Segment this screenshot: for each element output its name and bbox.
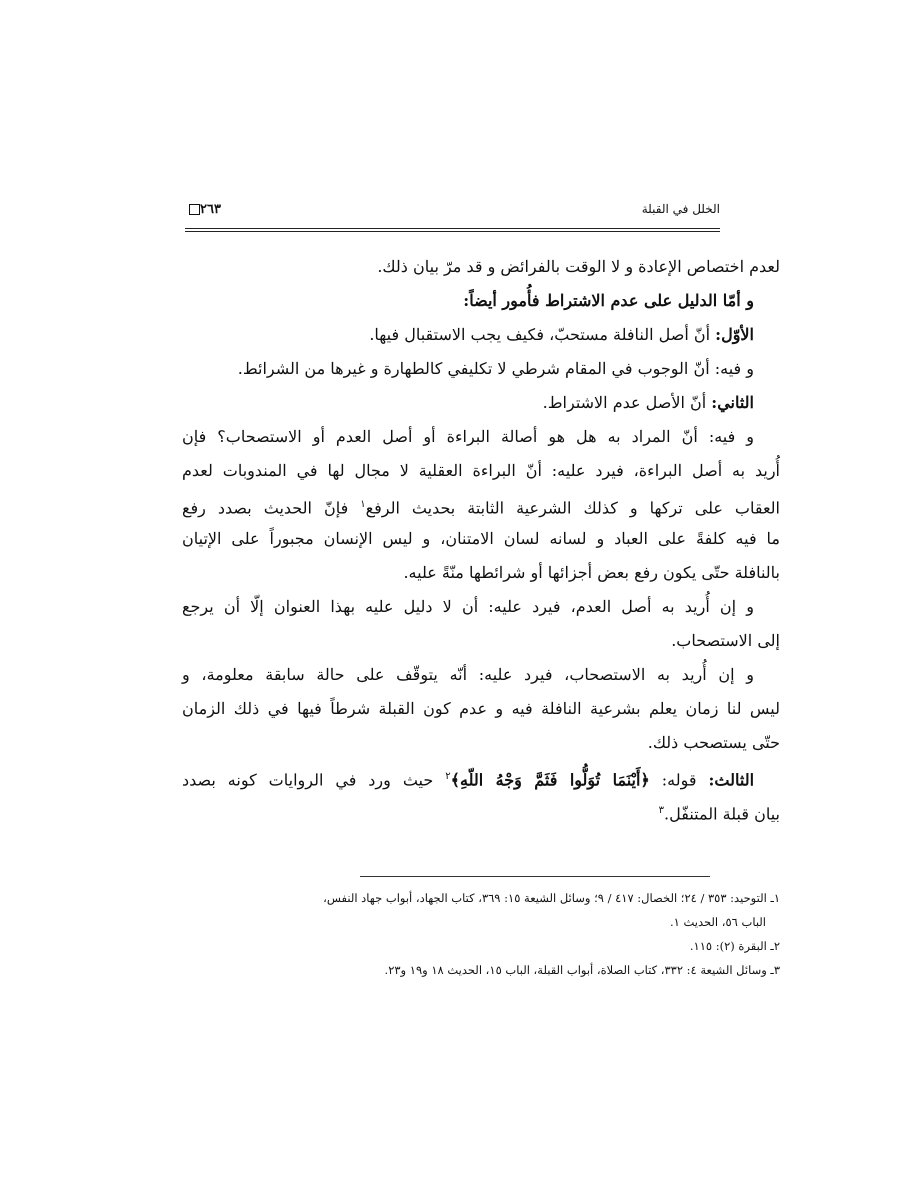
text-line: ليس لنا زمان يعلم بشرعية النافلة فيه و عدم كون القبلة شرطاً فيها في ذلك الزمان: [182, 699, 780, 718]
footnotes: [240, 886, 780, 982]
label-second: الثاني:: [711, 393, 754, 412]
text: أنّ الأصل عدم الاشتراط.: [542, 393, 712, 412]
text-line: إلى الاستصحاب.: [671, 631, 780, 650]
text-line: و إن أُريد به الاستصحاب، فيرد عليه: أنّه يتوقّف على حالة سابقة معلومة، و: [182, 665, 754, 684]
page-header: [185, 202, 720, 224]
text-line: و فيه: أنّ الوجوب في المقام شرطي لا تكليفي كالطهارة و غيرها من الشرائط.: [237, 359, 754, 378]
text-line: [182, 760, 780, 794]
quran-verse: ﴿أَيْنَمَا تُوَلُّوا فَثَمَّ وَجْهُ اللّهِ﴾: [450, 770, 650, 790]
page-number-text: ٢٦٣: [200, 202, 221, 217]
text-line: ما فيه كلفةً على العباد و لسانه لسان الامتنان، و ليس الإنسان مجبوراً على الإتيان: [182, 529, 780, 548]
label-first: الأوّل:: [715, 325, 754, 344]
footnote-separator: [360, 876, 710, 877]
footnote-ref[interactable]: ٢: [445, 771, 451, 782]
text: حيث ورد في الروايات كونه بصدد: [182, 770, 446, 790]
page-number: [185, 202, 221, 217]
text: العقاب على تركها و كذلك الشرعية الثابتة بحديث الرفع: [365, 498, 780, 518]
text-line: [182, 318, 780, 352]
footnote: ٣ـ وسائل الشيعة ٤: ٣٣٢، كتاب الصلاة، أبواب القبلة، الباب ١٥، الحديث ١٨ و١٩ و٢٣.: [384, 963, 780, 977]
text-line: أُريد به أصل البراءة، فيرد عليه: أنّ البراءة العقلية لا مجال لها في المندوبات لعدم: [182, 461, 780, 480]
square-icon: [189, 204, 200, 215]
text-line: [182, 488, 780, 522]
text: أنّ أصل النافلة مستحبّ، فكيف يجب الاستقبال فيها.: [369, 325, 716, 344]
text-line: حتّى يستصحب ذلك.: [647, 733, 780, 752]
text-line: و إن أُريد به أصل العدم، فيرد عليه: أن لا دليل عليه بهذا العنوان إلّا أن يرجع: [182, 597, 754, 616]
text-line: و فيه: أنّ المراد به هل هو أصالة البراءة أو أصل العدم أو الاستصحاب؟ فإن: [182, 427, 754, 446]
section-heading: [182, 284, 780, 318]
text: قوله:: [649, 770, 709, 790]
footnote-ref[interactable]: ٣: [658, 805, 665, 816]
text: بيان قبلة المتنفّل.: [664, 804, 780, 824]
running-title: الخلل في القبلة: [641, 202, 720, 216]
text-line: [182, 794, 780, 828]
body-text: [182, 250, 780, 828]
text-line: [182, 386, 780, 420]
heading-text: و أمّا الدليل على عدم الاشتراط فأُمور أيضاً:: [463, 291, 754, 310]
footnote: ٢ـ البقرة (٢): ١١٥.: [689, 939, 780, 953]
text: فإنّ الحديث بصدد رفع: [182, 498, 361, 518]
footnote-continuation: الباب ٥٦، الحديث ١.: [669, 915, 766, 929]
text-line: بالنافلة حتّى يكون رفع بعض أجزائها أو شرائطها منّةً عليه.: [403, 563, 780, 582]
footnote-ref[interactable]: ١: [360, 499, 366, 510]
footnote: ١ـ التوحيد: ٣٥٣ / ٢٤؛ الخصال: ٤١٧ / ٩؛ وسائل الشيعة ١٥: ٣٦٩، كتاب الجهاد، أبواب جهاد النفس،: [323, 891, 780, 905]
text-line: لعدم اختصاص الإعادة و لا الوقت بالفرائض و قد مرّ بيان ذلك.: [377, 257, 780, 276]
label-third: الثالث:: [708, 770, 755, 790]
header-double-rule: [185, 228, 720, 232]
